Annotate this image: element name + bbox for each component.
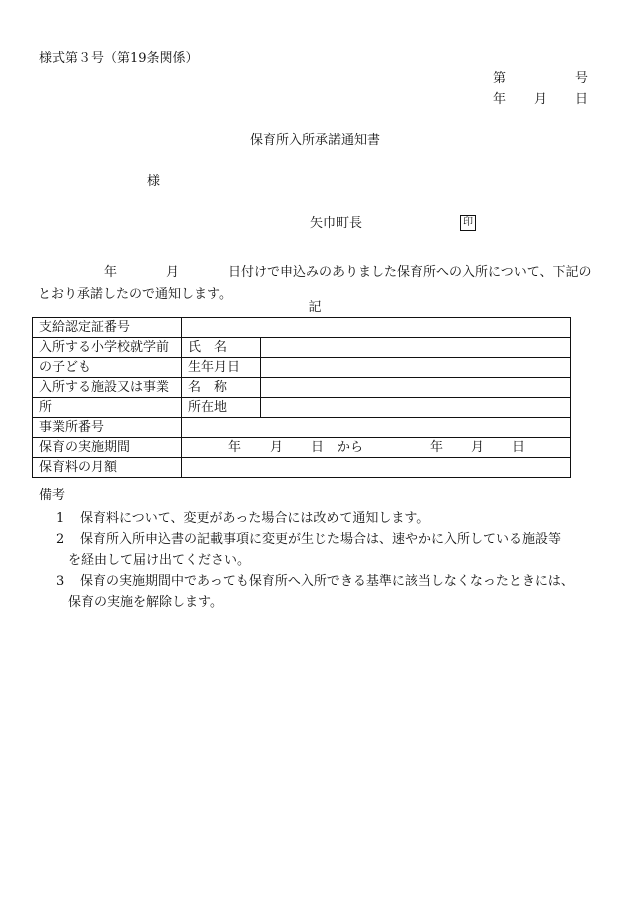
note-item: 1 保育料について、変更があった場合には改めて通知します。 <box>56 511 430 526</box>
facility-name-label: 名 称 <box>182 378 261 398</box>
addressee: 様 <box>147 174 161 189</box>
child-label-line1: 入所する小学校就学前 <box>33 338 182 358</box>
table-row <box>33 338 571 358</box>
table-row <box>33 418 571 438</box>
facility-name-value <box>261 378 571 398</box>
period-from: から <box>337 440 364 455</box>
seal-icon: 印 <box>460 215 476 231</box>
period-year-start: 年 <box>228 440 242 455</box>
name-label: 氏 名 <box>182 338 261 358</box>
name-value <box>261 338 571 358</box>
doc-number-prefix: 第 <box>493 71 507 86</box>
document-title: 保育所入所承諾通知書 <box>249 133 380 148</box>
office-number-label: 事業所番号 <box>33 418 182 438</box>
table-row <box>33 438 571 458</box>
issue-date-day: 日 <box>574 92 588 107</box>
body-month: 月 <box>166 265 180 280</box>
notice-table <box>32 317 571 478</box>
cert-number-value <box>182 318 571 338</box>
fee-value <box>182 458 571 478</box>
form-number: 様式第３号（第19条関係） <box>39 51 199 66</box>
issue-date-year: 年 <box>493 92 507 107</box>
note-item: 3 保育の実施期間中であっても保育所へ入所できる基準に該当しなくなったときには、 保育の実施を解除します。 <box>56 574 574 610</box>
table-row <box>33 358 571 378</box>
period-day-end: 日 <box>512 440 526 455</box>
ki-heading: 記 <box>308 300 322 315</box>
issue-date-month: 月 <box>533 92 547 107</box>
document-number <box>493 72 588 85</box>
table-row <box>33 318 571 338</box>
body-text: 日付けで申込みのありました保育所への入所について、下記のとおり承諾したので通知します。 <box>38 265 592 302</box>
fee-label: 保育料の月額 <box>33 458 182 478</box>
table-row <box>33 398 571 418</box>
facility-address-label: 所在地 <box>182 398 261 418</box>
notes-heading: 備考 <box>39 488 66 503</box>
note-item: 2 保育所入所申込書の記載事項に変更が生じた場合は、速やかに入所している施設等 を経由して届け出てください。 <box>56 532 562 568</box>
body-year: 年 <box>104 265 118 280</box>
period-year-end: 年 <box>430 440 444 455</box>
cert-number-label: 支給認定証番号 <box>33 318 182 338</box>
period-value <box>182 438 571 458</box>
issuer: 矢巾町長 <box>310 216 363 231</box>
facility-label-line2: 所 <box>33 398 182 418</box>
period-day-start: 日 <box>311 440 325 455</box>
birthdate-value <box>261 358 571 378</box>
table-row <box>33 378 571 398</box>
period-month-start: 月 <box>270 440 284 455</box>
office-number-value <box>182 418 571 438</box>
facility-address-value <box>261 398 571 418</box>
child-label-line2: の子ども <box>33 358 182 378</box>
birthdate-label: 生年月日 <box>182 358 261 378</box>
period-label: 保育の実施期間 <box>33 438 182 458</box>
issue-date <box>493 93 588 106</box>
doc-number-suffix: 号 <box>574 71 588 86</box>
table-row <box>33 458 571 478</box>
period-month-end: 月 <box>471 440 485 455</box>
facility-label-line1: 入所する施設又は事業 <box>33 378 182 398</box>
